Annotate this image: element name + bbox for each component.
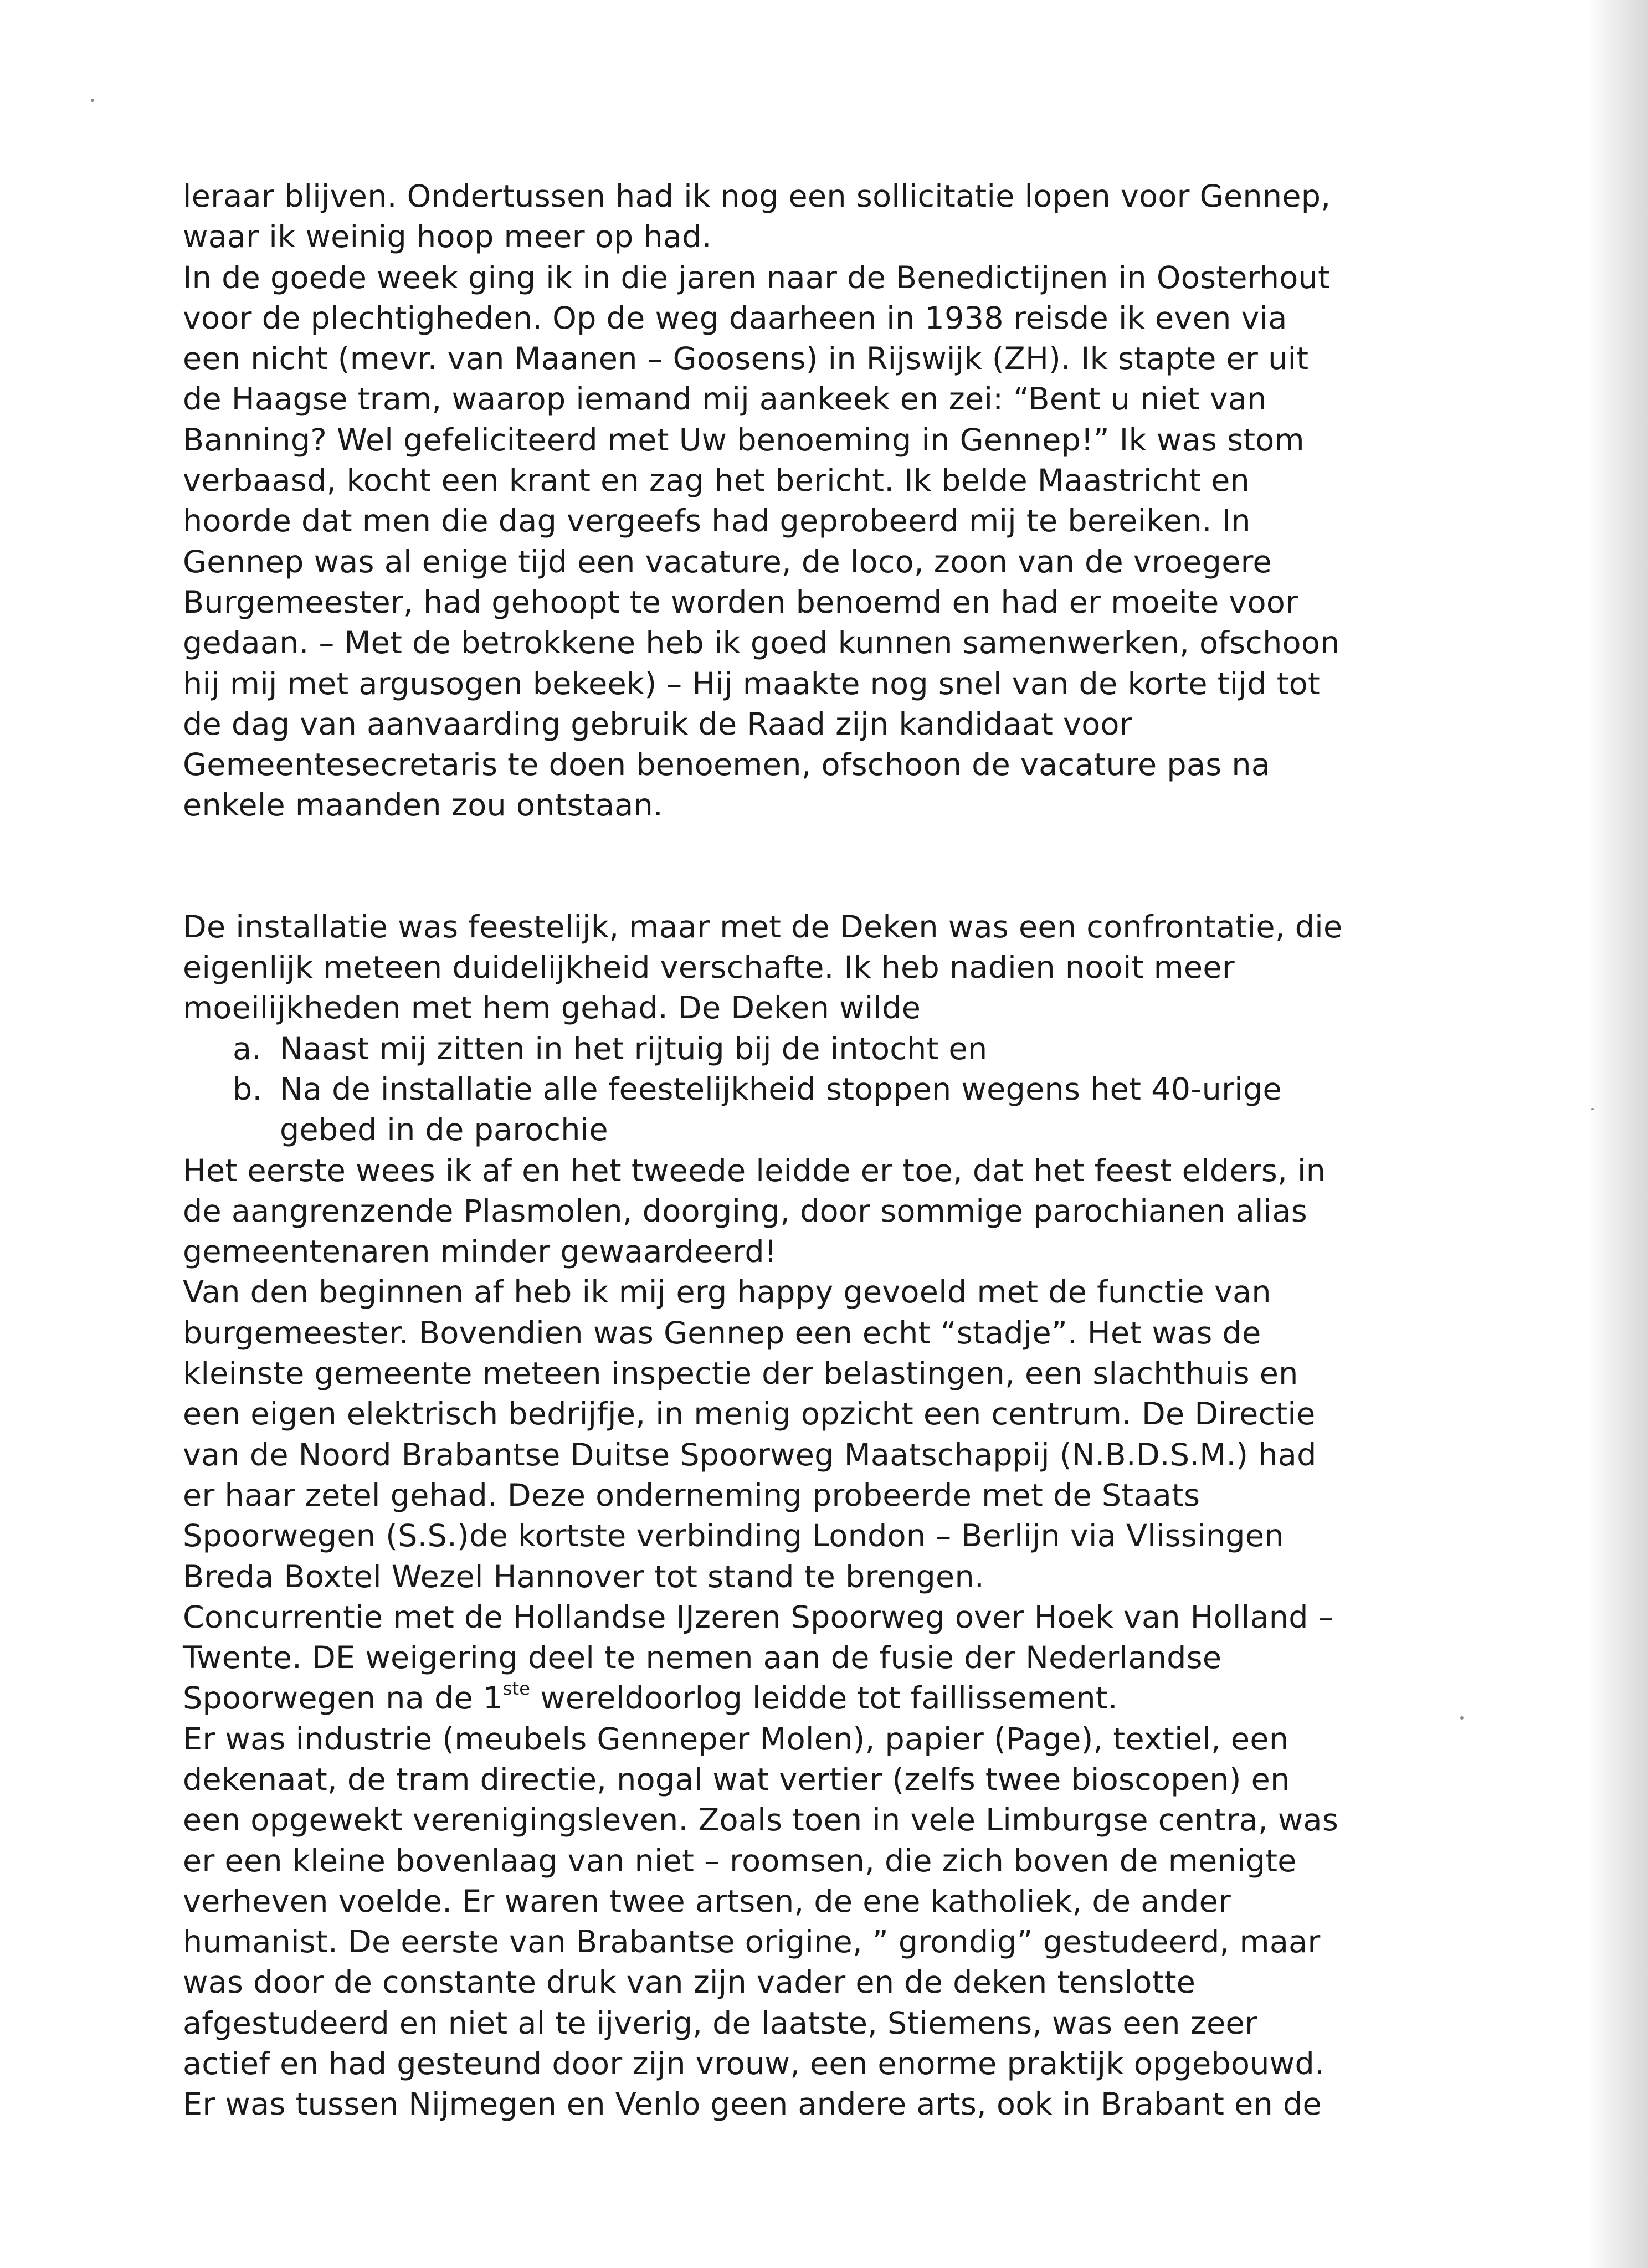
paragraph-installation [183,907,1429,1029]
document-body [183,176,1429,2125]
text-fragment: Spoorwegen na de 1 [183,1680,503,1717]
text-line: verbaasd, kocht een krant en zag het bericht. Ik belde Maastricht en [183,463,1250,499]
text-line: eigenlijk meteen duidelijkheid verschafte. Ik heb nadien nooit meer [183,950,1235,986]
text-line: waar ik weinig hoop meer op had. [183,219,712,255]
text-line: afgestudeerd en niet al te ijverig, de laatste, Stiemens, was een zeer [183,2005,1258,2041]
scan-shadow-edge [1587,0,1648,2268]
text-line: humanist. De eerste van Brabantse origine, ” grondig” gestudeerd, maar [183,1924,1321,1961]
scan-speck [1591,1108,1594,1110]
text-line: leraar blijven. Ondertussen had ik nog een sollicitatie lopen voor Gennep, [183,178,1331,214]
text-line: burgemeester. Bovendien was Gennep een echt “stadje”. Het was de [183,1315,1261,1351]
text-line: dekenaat, de tram directie, nogal wat vertier (zelfs twee bioscopen) en [183,1761,1290,1798]
text-line: De installatie was feestelijk, maar met de Deken was een confrontatie, die [183,909,1343,945]
text-line: hoorde dat men die dag vergeefs had geprobeerd mij te bereiken. In [183,503,1251,540]
text-line: Het eerste wees ik af en het tweede leidde er toe, dat het feest elders, in [183,1152,1326,1189]
text-fragment: wereldoorlog leidde tot faillissement. [530,1680,1118,1717]
text-line: er haar zetel gehad. Deze onderneming probeerde met de Staats [183,1477,1200,1513]
text-line: een opgewekt verenigingsleven. Zoals toen in vele Limburgse centra, was [183,1802,1339,1839]
dean-demands-list [183,1029,1429,1151]
paragraph-gennep [183,1151,1429,1719]
paragraph-appointment [183,176,1429,826]
text-line: de aangrenzende Plasmolen, doorging, door sommige parochianen alias [183,1193,1307,1229]
text-line: Spoorwegen (S.S.)de kortste verbinding London – Berlijn via Vlissingen [183,1518,1284,1554]
text-line: de Haagse tram, waarop iemand mij aankeek en zei: “Bent u niet van [183,381,1267,418]
text-line: een eigen elektrisch bedrijfje, in menig opzicht een centrum. De Directie [183,1396,1316,1433]
text-line: kleinste gemeente meteen inspectie der belastingen, een slachthuis en [183,1356,1298,1392]
list-item [183,1069,1429,1110]
text-line: van de Noord Brabantse Duitse Spoorweg Maatschappij (N.B.D.S.M.) had [183,1436,1317,1473]
text-line: hij mij met argusogen bekeek) – Hij maakte nog snel van de korte tijd tot [183,665,1321,702]
text-line: Twente. DE weigering deel te nemen aan de fusie der Nederlandse [183,1640,1222,1676]
paragraph-spacer [183,826,1429,907]
text-line: verheven voelde. Er waren twee artsen, de ene katholiek, de ander [183,1883,1231,1920]
text-line: Concurrentie met de Hollandse IJzeren Spoorweg over Hoek van Holland – [183,1599,1334,1635]
text-line: Er was industrie (meubels Genneper Molen), papier (Page), textiel, een [183,1721,1289,1757]
text-line: Burgemeester, had gehoopt te worden benoemd en had er moeite voor [183,584,1298,620]
text-line: moeilijkheden met hem gehad. De Deken wilde [183,990,921,1027]
text-line: er een kleine bovenlaag van niet – roomsen, die zich boven de menigte [183,1843,1297,1879]
scan-speck [91,99,94,102]
list-item-continuation: gebed in de parochie [280,1112,608,1148]
text-line: Van den beginnen af heb ik mij erg happy gevoeld met de functie van [183,1274,1271,1311]
text-line: een nicht (mevr. van Maanen – Goosens) in Rijswijk (ZH). Ik stapte er uit [183,341,1309,377]
text-line: In de goede week ging ik in die jaren naar de Benedictijnen in Oosterhout [183,259,1331,296]
text-line: de dag van aanvaarding gebruik de Raad zijn kandidaat voor [183,706,1132,742]
ordinal-superscript: ste [502,1677,531,1699]
text-line: Gemeentesecretaris te doen benoemen, ofschoon de vacature pas na [183,747,1271,783]
list-marker: b. [233,1071,263,1107]
text-line: Er was tussen Nijmegen en Venlo geen andere arts, ook in Brabant en de [183,2086,1322,2123]
list-item-text: Naast mij zitten in het rijtuig bij de intocht en [280,1030,988,1067]
text-line: gemeentenaren minder gewaardeerd! [183,1234,777,1270]
text-line: Gennep was al enige tijd een vacature, de loco, zoon van de vroegere [183,543,1272,580]
list-item-text: Na de installatie alle feestelijkheid stoppen wegens het 40-urige [280,1071,1282,1107]
text-line: was door de constante druk van zijn vader en de deken tenslotte [183,1964,1196,2001]
text-line: Breda Boxtel Wezel Hannover tot stand te brengen. [183,1558,984,1595]
text-line: Banning? Wel gefeliciteerd met Uw benoeming in Gennep!” Ik was stom [183,422,1305,458]
text-line-world-war [183,1678,1429,1718]
text-line: gedaan. – Met de betrokkene heb ik goed kunnen samenwerken, ofschoon [183,625,1340,661]
list-marker: a. [233,1030,262,1067]
paragraph-industry [183,1719,1429,2125]
list-item [183,1029,1429,1069]
scan-speck [1460,1716,1464,1720]
text-line: actief en had gesteund door zijn vrouw, een enorme praktijk opgebouwd. [183,2046,1324,2082]
text-line: voor de plechtigheden. Op de weg daarheen in 1938 reisde ik even via [183,300,1287,336]
text-line: enkele maanden zou ontstaan. [183,787,663,824]
